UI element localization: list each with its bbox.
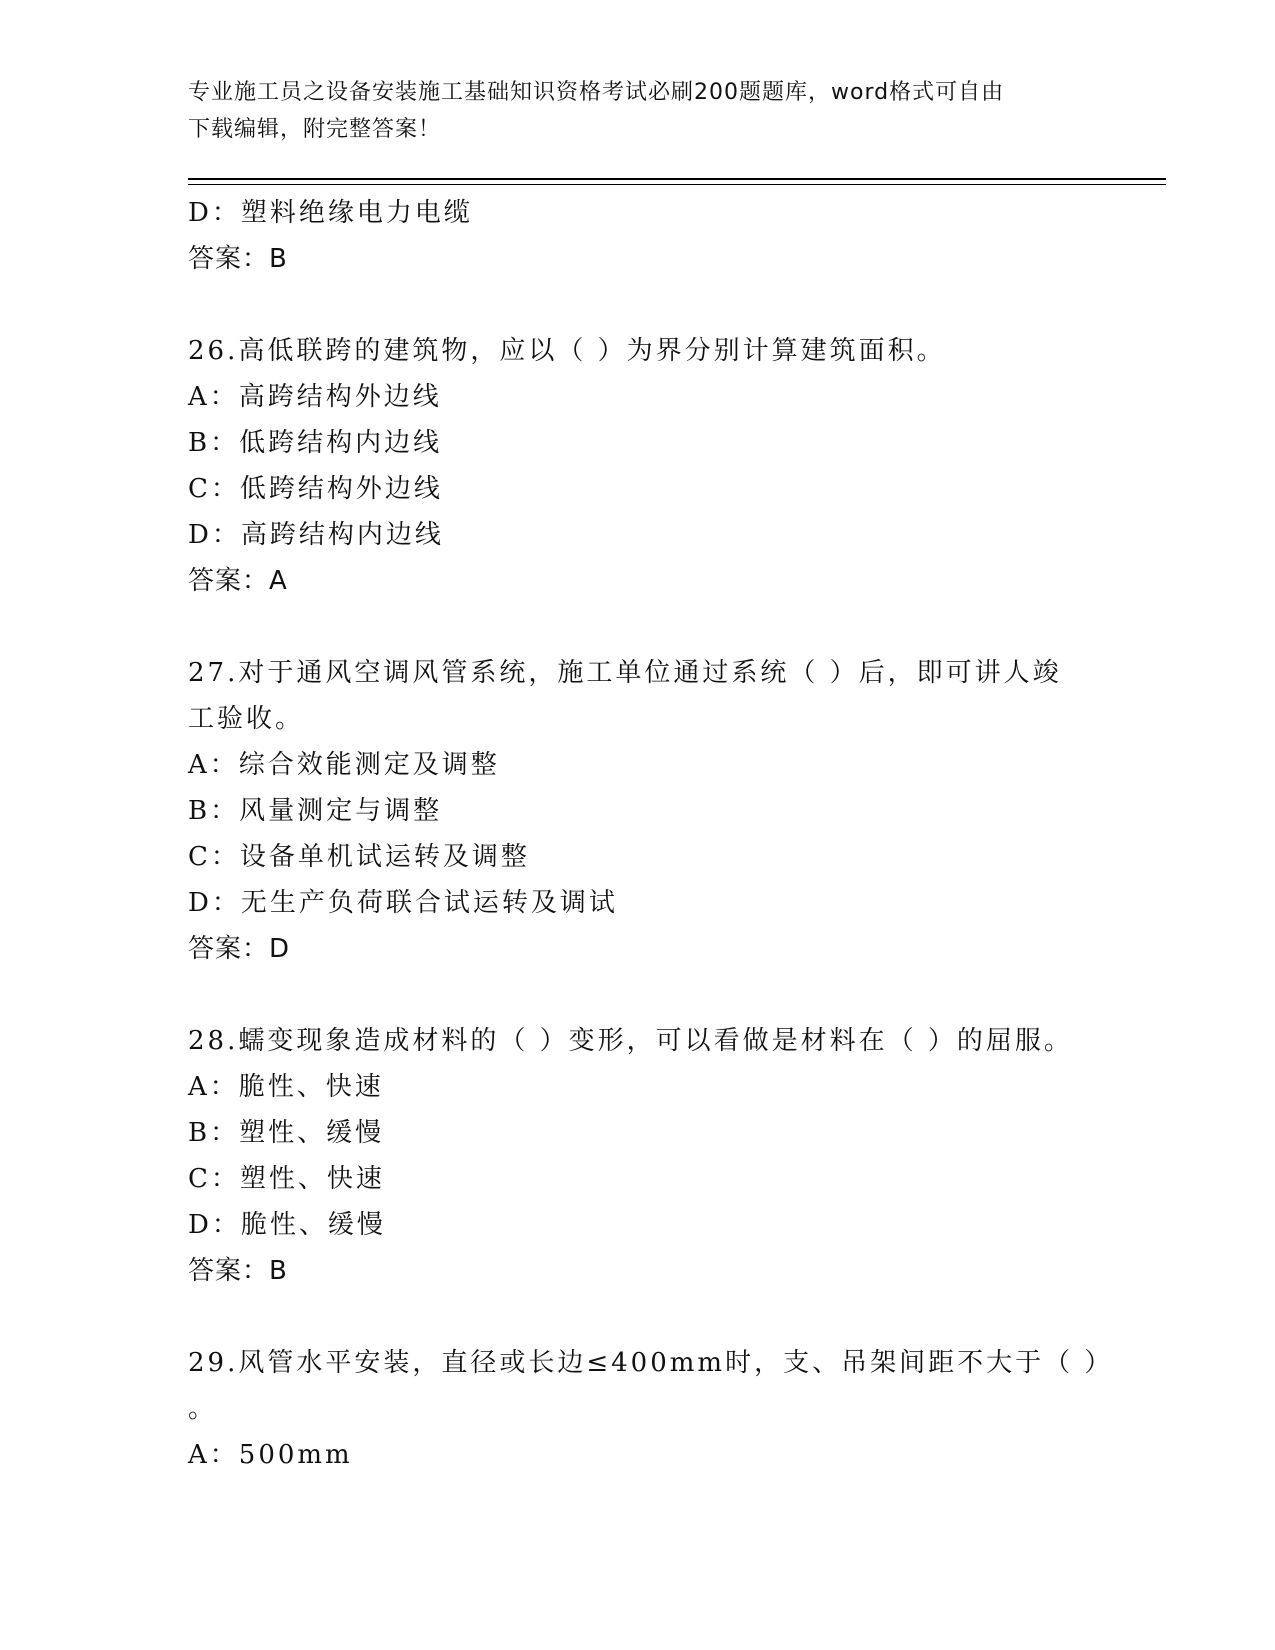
answer: 答案：B xyxy=(188,1256,288,1286)
option-d: D：脆性、缓慢 xyxy=(188,1210,386,1240)
header-divider-thick xyxy=(188,178,1166,180)
option-c: C：设备单机试运转及调整 xyxy=(188,842,530,872)
option-c: C：塑性、快速 xyxy=(188,1164,385,1194)
option-b: B：风量测定与调整 xyxy=(188,796,443,826)
question-26 xyxy=(188,328,1088,604)
question-stem: 27.对于通风空调风管系统，施工单位通过系统（ ）后，即可讲人竣 xyxy=(188,658,1062,688)
question-list xyxy=(188,190,1114,1478)
question-28 xyxy=(188,1018,1088,1294)
option-a: A：脆性、快速 xyxy=(188,1072,384,1102)
answer-prev: 答案：B xyxy=(188,244,288,274)
question-stem-cont: 工验收。 xyxy=(188,704,305,734)
option-d: D：高跨结构内边线 xyxy=(188,520,444,550)
header-divider-thin xyxy=(188,184,1166,185)
option-d-prev: D：塑料绝缘电力电缆 xyxy=(188,198,473,228)
header-line-1: 专业施工员之设备安装施工基础知识资格考试必刷200题题库，word格式可自由 xyxy=(188,80,1005,105)
option-d: D：无生产负荷联合试运转及调试 xyxy=(188,888,618,918)
option-c: C：低跨结构外边线 xyxy=(188,474,443,504)
question-stem: 28.蠕变现象造成材料的（ ）变形，可以看做是材料在（ ）的屈服。 xyxy=(188,1026,1073,1056)
question-stem: 26.高低联跨的建筑物，应以（ ）为界分别计算建筑面积。 xyxy=(188,336,946,366)
question-stem: 29.风管水平安装，直径或长边≤400mm时，支、吊架间距不大于（ ） xyxy=(188,1348,1114,1378)
document-header xyxy=(188,74,1088,148)
option-b: B：塑性、缓慢 xyxy=(188,1118,385,1148)
answer: 答案：A xyxy=(188,566,288,596)
header-line-2: 下载编辑，附完整答案！ xyxy=(188,117,442,142)
option-a: A：500mm xyxy=(188,1440,353,1470)
question-29 xyxy=(188,1340,1114,1478)
question-stem-cont: 。 xyxy=(188,1394,218,1424)
option-a: A：高跨结构外边线 xyxy=(188,382,442,412)
option-a: A：综合效能测定及调整 xyxy=(188,750,500,780)
option-b: B：低跨结构内边线 xyxy=(188,428,443,458)
question-27 xyxy=(188,650,1088,972)
answer: 答案：D xyxy=(188,934,291,964)
